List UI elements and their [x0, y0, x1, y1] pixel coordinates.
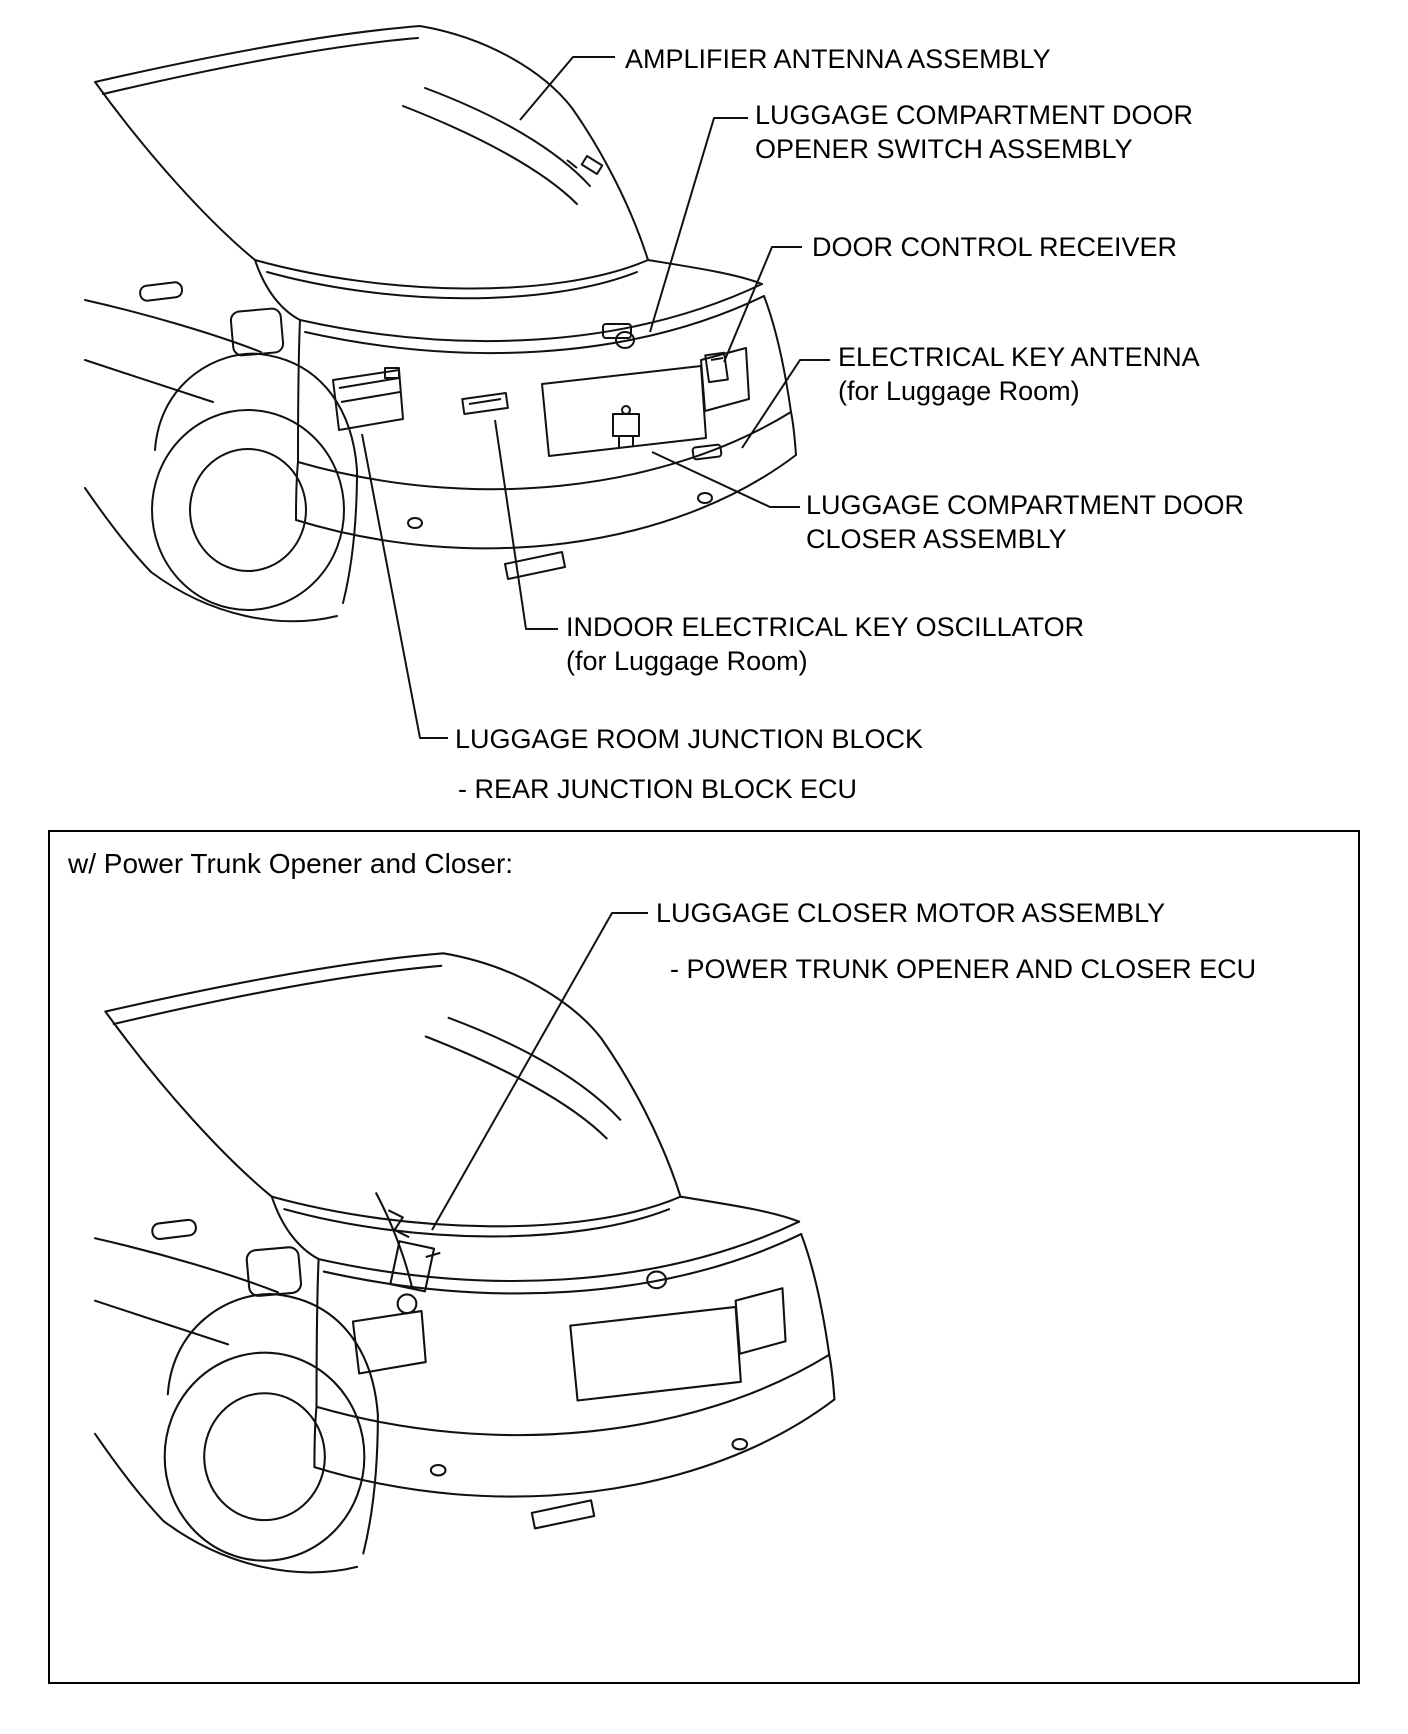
label-line: CLOSER ASSEMBLY: [806, 524, 1067, 554]
closer-assembly-part: [613, 406, 639, 448]
leader-opener-switch: [650, 118, 748, 332]
label-line: - REAR JUNCTION BLOCK ECU: [458, 774, 858, 804]
label-line: (for Luggage Room): [838, 376, 1080, 406]
label-amplifier-antenna-assembly: [625, 42, 1051, 76]
leader-amplifier-antenna: [520, 57, 615, 120]
leader-electrical-key-antenna: [742, 360, 830, 448]
label-door-control-receiver: [812, 230, 1177, 264]
label-line: LUGGAGE ROOM JUNCTION BLOCK: [455, 724, 924, 754]
label-line: LUGGAGE COMPARTMENT DOOR: [755, 100, 1194, 130]
label-line: DOOR CONTROL RECEIVER: [812, 232, 1178, 262]
closer-motor-part: [376, 1193, 440, 1314]
label-power-trunk-ecu: [670, 952, 1256, 986]
indoor-key-oscillator-part: [462, 393, 508, 414]
label-line: AMPLIFIER ANTENNA ASSEMBLY: [625, 44, 1051, 74]
label-line: LUGGAGE CLOSER MOTOR ASSEMBLY: [656, 898, 1166, 928]
label-line: - POWER TRUNK OPENER AND CLOSER ECU: [670, 954, 1257, 984]
car-illustration-top: [85, 26, 796, 621]
amplifier-antenna-part: [567, 156, 602, 174]
label-junction-block: [455, 722, 923, 756]
label-opener-switch-assembly: [755, 98, 1193, 166]
label-closer-motor-assembly: [656, 896, 1165, 930]
label-line: INDOOR ELECTRICAL KEY OSCILLATOR: [566, 612, 1085, 642]
label-line: ELECTRICAL KEY ANTENNA: [838, 342, 1200, 372]
leader-door-control-receiver: [724, 247, 802, 362]
leader-closer-assembly: [652, 452, 800, 507]
label-line: OPENER SWITCH ASSEMBLY: [755, 134, 1133, 164]
junction-block-part: [339, 368, 400, 402]
label-rear-junction-block-ecu: [458, 772, 857, 806]
label-line: (for Luggage Room): [566, 646, 808, 676]
label-electrical-key-antenna: [838, 340, 1200, 408]
car-illustration-bottom: [95, 953, 834, 1572]
leader-closer-motor: [432, 913, 648, 1230]
label-line: LUGGAGE COMPARTMENT DOOR: [806, 490, 1245, 520]
label-indoor-oscillator: [566, 610, 1084, 678]
panel-title: w/ Power Trunk Opener and Closer:: [68, 848, 514, 879]
label-closer-assembly: [806, 488, 1244, 556]
